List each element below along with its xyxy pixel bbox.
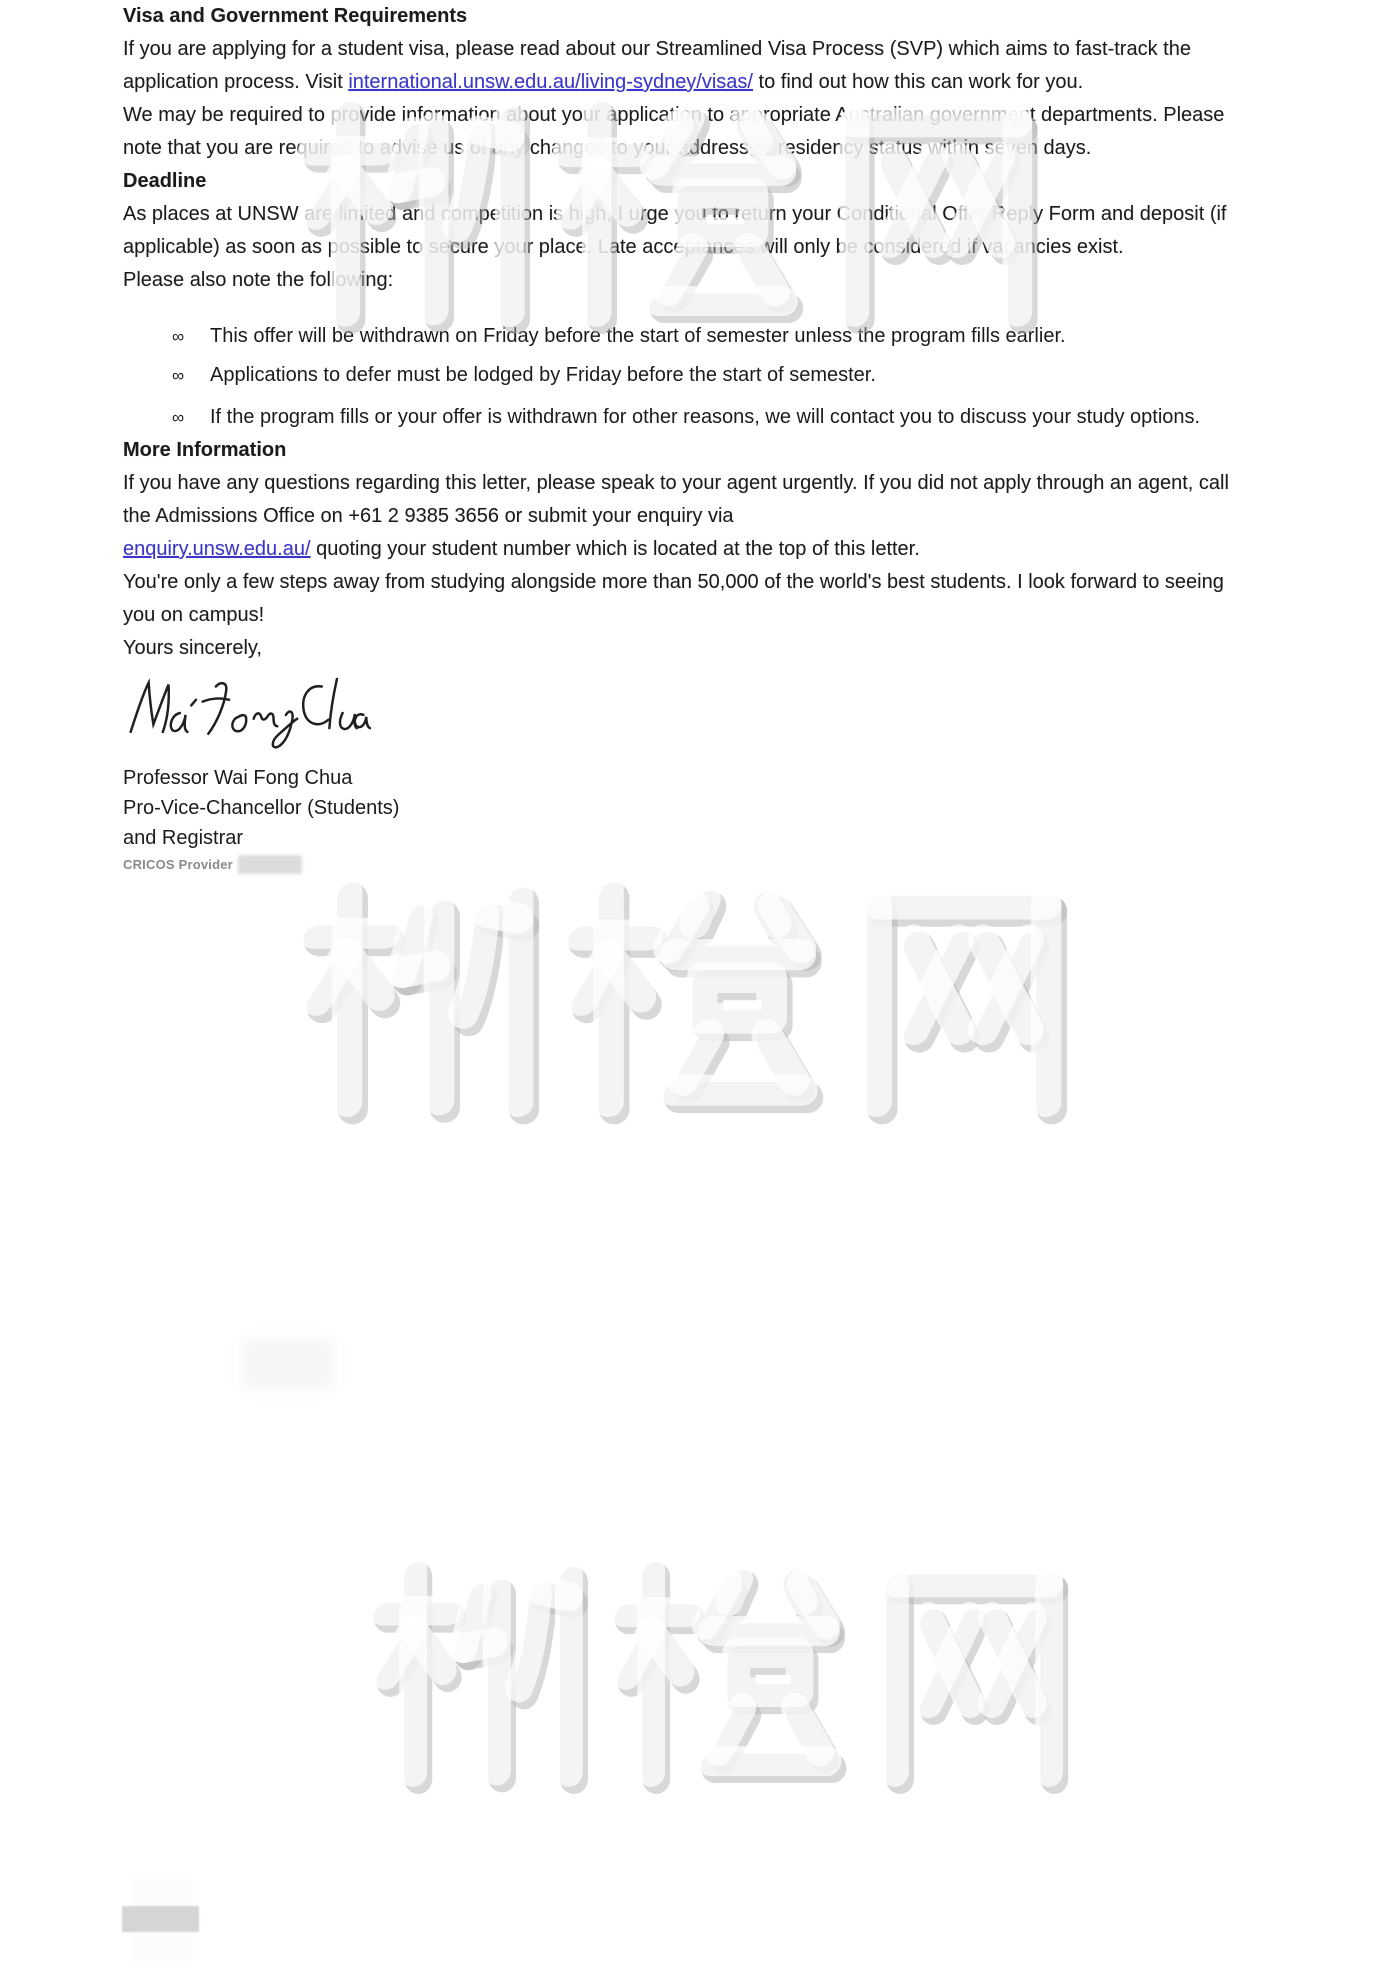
valediction: Yours sincerely, <box>123 637 262 659</box>
signatory-name: Professor Wai Fong Chua <box>123 767 353 789</box>
letter-body <box>123 0 1253 874</box>
enquiry-link[interactable]: enquiry.unsw.edu.au/ <box>123 538 311 560</box>
cricos-line <box>123 855 1253 874</box>
bullet-marker: ∞ <box>172 327 185 346</box>
signature-image <box>125 671 371 755</box>
more-info-paragraph-1-pre: If you have any questions regarding this letter, please speak to your agent urgently. If you did not apply through an agent, call the Admissions Office on +61 2 9385 3656 or submit your enquiry via <box>123 472 1229 527</box>
bullet-item-text: Applications to defer must be lodged by Friday before the start of semester. <box>210 364 876 386</box>
redacted-cricos-code <box>238 855 302 874</box>
visa-paragraph-2: We may be required to provide information about your application to appropriate Australian government departments. Please note that you are required to advise us of any changes to your address or residency status within seven days. <box>123 104 1225 159</box>
bullet-item <box>123 359 1253 392</box>
more-info-paragraph-2: You're only a few steps away from studying alongside more than 50,000 of the world's best students. I look forward to seeing you on campus! <box>123 571 1224 626</box>
signatory-block <box>123 763 1253 853</box>
deadline-heading: Deadline <box>123 170 207 192</box>
watermark-middle <box>305 868 1080 1113</box>
visa-paragraph-1 <box>123 33 1253 99</box>
bullet-marker: ∞ <box>172 408 185 427</box>
more-info-paragraph-1-post: quoting your student number which is located at the top of this letter. <box>310 538 920 560</box>
redacted-smudge <box>242 1338 334 1390</box>
redacted-block-bottom <box>122 1906 199 1932</box>
deadline-bullet-list <box>123 320 1253 434</box>
watermark-bottom <box>375 1548 1080 1783</box>
cricos-label: CRICOS Provider <box>123 857 233 872</box>
signatory-title-2: and Registrar <box>123 827 244 849</box>
deadline-paragraph-1: As places at UNSW are limited and competition is high, I urge you to return your Conditional Offer Reply Form and deposit (if applicable) as soon as possible to secure your place. Late acceptances will only be considered if vacancies exist. <box>123 203 1227 258</box>
bullet-marker: ∞ <box>172 366 185 385</box>
visa-requirements-heading: Visa and Government Requirements <box>123 5 468 27</box>
bullet-item-text: If the program fills or your offer is withdrawn for other reasons, we will contact you to discuss your study options. <box>210 406 1201 428</box>
visa-paragraph-1-post: to find out how this can work for you. <box>753 71 1084 93</box>
bullet-item-text: This offer will be withdrawn on Friday before the start of semester unless the program fills earlier. <box>210 325 1066 347</box>
signatory-title-1: Pro-Vice-Chancellor (Students) <box>123 797 400 819</box>
more-information-heading: More Information <box>123 439 287 461</box>
bullet-item <box>123 401 1253 434</box>
more-info-paragraph-1 <box>123 467 1253 566</box>
bullet-item <box>123 320 1253 353</box>
deadline-paragraph-2: Please also note the following: <box>123 269 394 291</box>
visa-paragraph-1-pre: If you are applying for a student visa, please read about our Streamlined Visa Process (SVP) which aims to fast-track the application process. Visit <box>123 38 1191 93</box>
visa-process-link[interactable]: international.unsw.edu.au/living-sydney/visas/ <box>348 71 753 93</box>
